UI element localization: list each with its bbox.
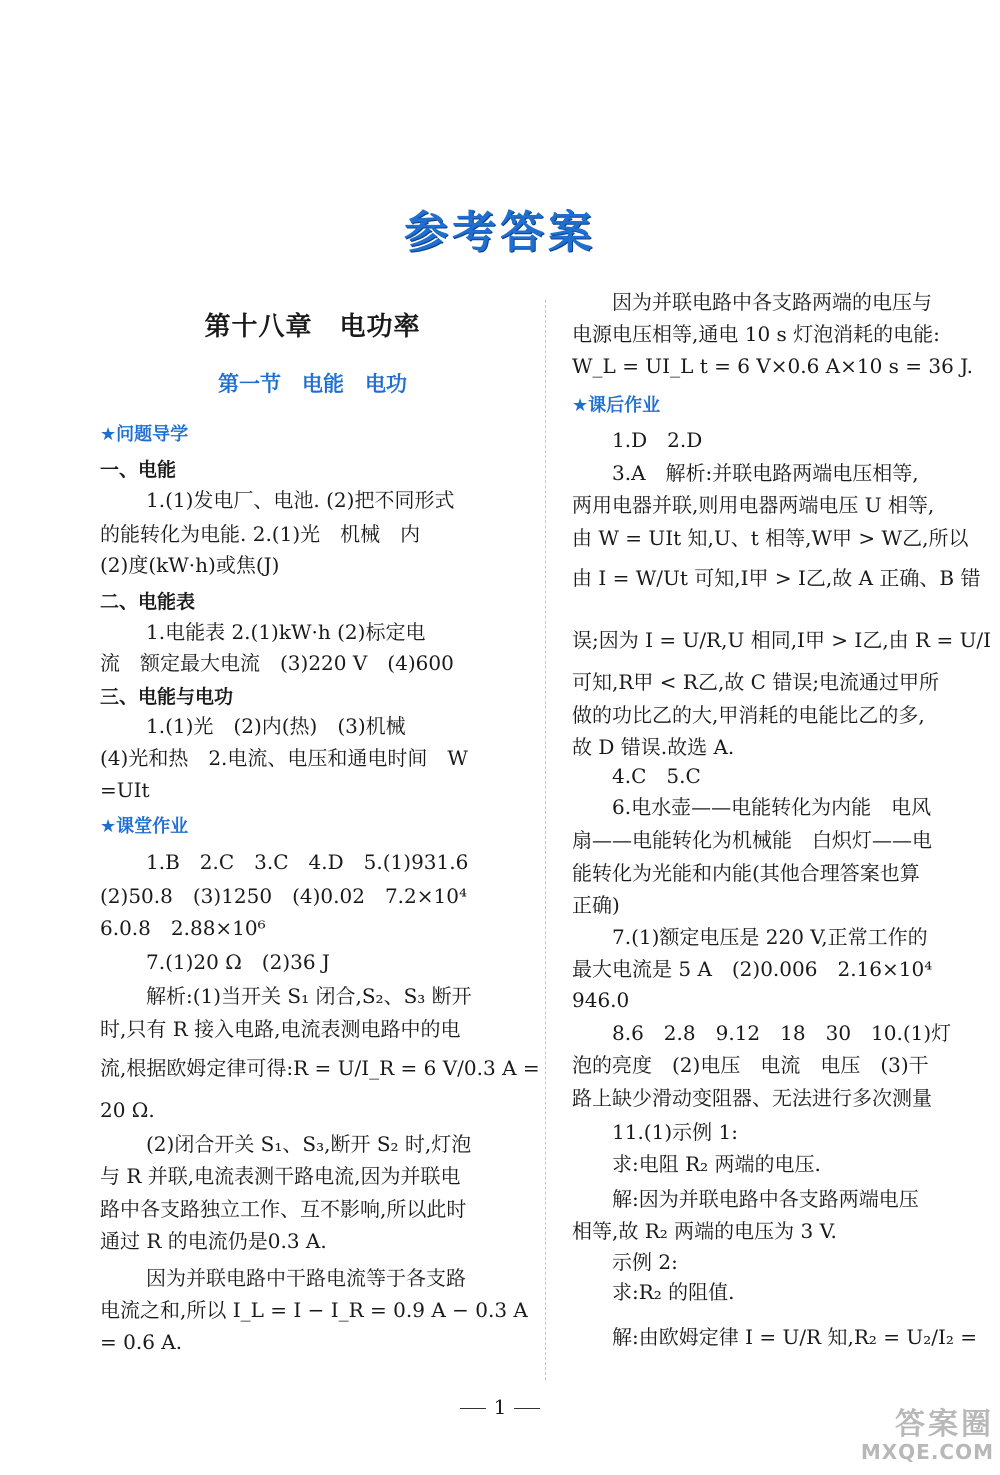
paragraph-line: 11.(1)示例 1: (612, 1120, 738, 1144)
topic-heading: 三、电能与电功 (100, 686, 234, 708)
text-line: 电源电压相等,通电 10 s 灯泡消耗的电能: (572, 322, 940, 346)
text-line: 做的功比乙的大,甲消耗的电能比乙的多, (572, 703, 925, 727)
paragraph-line: 求:电阻 R₂ 两端的电压. (612, 1152, 821, 1176)
text-line: (2)度(kW·h)或焦(J) (100, 553, 280, 577)
watermark-logo: 答案圈 MXQE.COM (860, 1407, 994, 1464)
paragraph-line: 3.A 解析:并联电路两端电压相等, (612, 461, 919, 485)
text-line: =UIt (100, 778, 150, 802)
paragraph-line: 示例 2: (612, 1250, 678, 1274)
text-line: 能转化为光能和内能(其他合理答案也算 (572, 861, 920, 885)
paragraph-line: 解析:(1)当开关 S₁ 闭合,S₂、S₃ 断开 (146, 984, 472, 1008)
topic-heading: 一、电能 (100, 459, 177, 481)
paragraph-line: 1.电能表 2.(1)kW·h (2)标定电 (146, 620, 426, 644)
paragraph-line: 7.(1)额定电压是 220 V,正常工作的 (612, 925, 928, 949)
text-line: W_L = UI_L t = 6 V×0.6 A×10 s = 36 J. (572, 354, 974, 378)
text-line: = 0.6 A. (100, 1330, 183, 1354)
paragraph-line: 因为并联电路中干路电流等于各支路 (146, 1266, 466, 1290)
text-line: 流,根据欧姆定律可得:R = U/I_R = 6 V/0.3 A = (100, 1056, 540, 1080)
chapter-title: 第十八章 电功率 (204, 312, 421, 342)
text-line: 流 额定最大电流 (3)220 V (4)600 (100, 651, 454, 675)
text-line: 两用电器并联,则用电器两端电压 U 相等, (572, 493, 935, 517)
topic-heading: 二、电能表 (100, 591, 196, 613)
text-line: 由 W = UIt 知,U、t 相等,W甲 > W乙,所以 (572, 526, 969, 550)
text-line: 与 R 并联,电流表测干路电流,因为并联电 (100, 1164, 461, 1188)
text-line: 相等,故 R₂ 两端的电压为 3 V. (572, 1219, 837, 1243)
section-title: 第一节 电能 电功 (218, 372, 407, 396)
paragraph-line: 6.电水壶——电能转化为内能 电风 (612, 795, 932, 819)
text-line: 最大电流是 5 A (2)0.006 2.16×10⁴ (572, 957, 933, 981)
paragraph-line: 因为并联电路中各支路两端的电压与 (612, 290, 932, 314)
paragraph-line: 1.(1)发电厂、电池. (2)把不同形式 (146, 488, 455, 512)
text-line: (2)50.8 (3)1250 (4)0.02 7.2×10⁴ (100, 884, 467, 908)
text-line: 可知,R甲 < R乙,故 C 错误;电流通过甲所 (572, 670, 940, 694)
text-line: 误;因为 I = U/R,U 相同,I甲 > I乙,由 R = U/I (572, 628, 992, 652)
paragraph-line: 7.(1)20 Ω (2)36 J (146, 950, 330, 974)
text-line: 20 Ω. (100, 1098, 155, 1122)
text-line: 由 I = W/Ut 可知,I甲 > I乙,故 A 正确、B 错 (572, 566, 981, 590)
page-title: 参考答案 (404, 207, 596, 258)
paragraph-line: 解:因为并联电路中各支路两端电压 (612, 1187, 919, 1211)
text-line: 路上缺少滑动变阻器、无法进行多次测量 (572, 1086, 932, 1110)
column-divider (545, 300, 546, 1380)
paragraph-line: 4.C 5.C (612, 764, 701, 788)
text-line: 通过 R 的电流仍是0.3 A. (100, 1229, 327, 1253)
text-line: 正确) (572, 893, 620, 917)
text-line: 的能转化为电能. 2.(1)光 机械 内 (100, 522, 421, 546)
paragraph-line: 解:由欧姆定律 I = U/R 知,R₂ = U₂/I₂ = (612, 1325, 978, 1349)
text-line: 电流之和,所以 I_L = I − I_R = 0.9 A − 0.3 A (100, 1298, 528, 1322)
paragraph-line: 1.B 2.C 3.C 4.D 5.(1)931.6 (146, 850, 469, 874)
subsection-heading: ★课堂作业 (100, 816, 189, 837)
text-line: 时,只有 R 接入电路,电流表测电路中的电 (100, 1017, 461, 1041)
paragraph-line: 8.6 2.8 9.12 18 30 10.(1)灯 (612, 1021, 952, 1045)
text-line: (4)光和热 2.电流、电压和通电时间 W (100, 746, 468, 770)
text-line: 扇——电能转化为机械能 白炽灯——电 (572, 828, 932, 852)
text-line: 故 D 错误.故选 A. (572, 735, 735, 759)
page-number: 1 (0, 1395, 1000, 1419)
text-line: 泡的亮度 (2)电压 电流 电压 (3)干 (572, 1053, 929, 1077)
paragraph-line: 1.D 2.D (612, 428, 703, 452)
paragraph-line: (2)闭合开关 S₁、S₃,断开 S₂ 时,灯泡 (146, 1132, 472, 1156)
paragraph-line: 1.(1)光 (2)内(热) (3)机械 (146, 714, 406, 738)
subsection-heading: ★问题导学 (100, 424, 189, 445)
text-line: 946.0 (572, 988, 630, 1012)
subsection-heading: ★课后作业 (572, 395, 661, 416)
text-line: 6.0.8 2.88×10⁶ (100, 916, 266, 940)
paragraph-line: 求:R₂ 的阻值. (612, 1280, 735, 1304)
text-line: 路中各支路独立工作、互不影响,所以此时 (100, 1197, 467, 1221)
